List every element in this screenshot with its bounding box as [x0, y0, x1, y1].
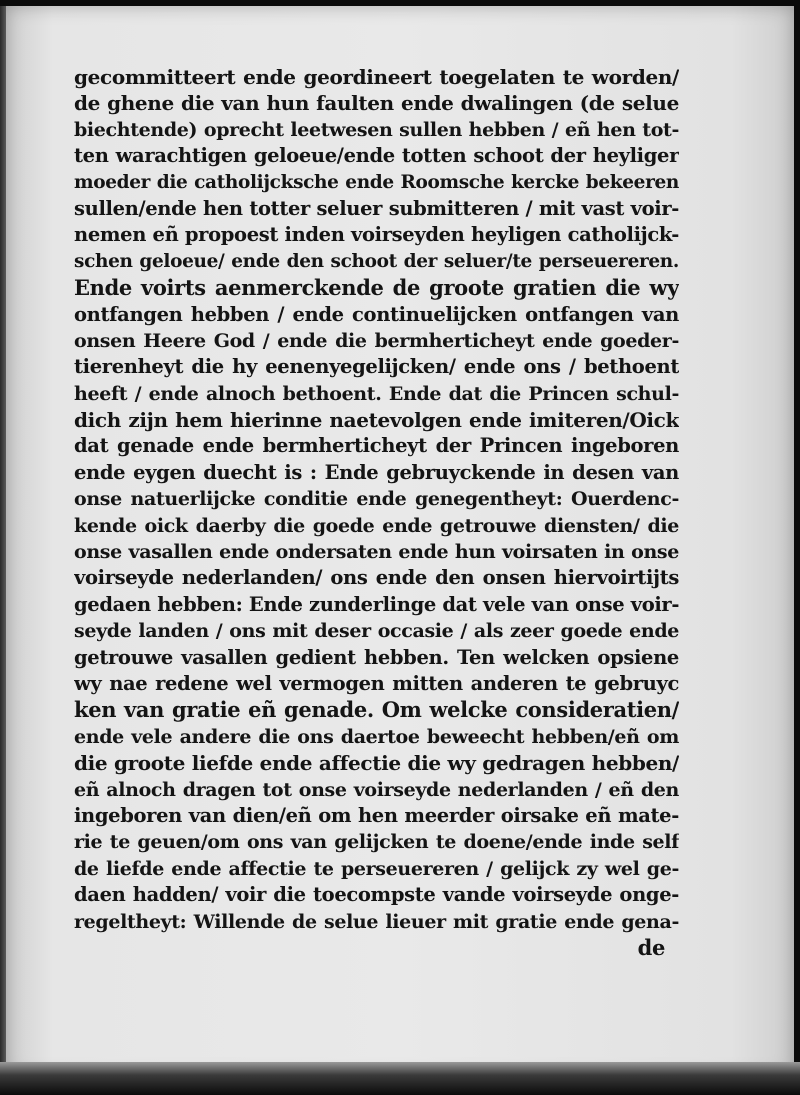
text-line: onse natuerlijcke conditie ende genegentheyt: Ouerdenc-: [74, 488, 679, 511]
text-line: ingeboren van dien/eñ om hen meerder oirsake eñ mate-: [74, 803, 679, 827]
text-line: wy nae redene wel vermogen mitten anderen te gebruyc: [74, 671, 679, 695]
text-line: eñ alnoch dragen tot onse voirseyde nederlanden / eñ den: [74, 778, 679, 801]
text-line: ken van gratie eñ genade. Om welcke consideratien/: [74, 697, 679, 723]
text-line: heeft / ende alnoch bethoent. Ende dat die Princen schul-: [74, 382, 679, 405]
text-line: ten warachtigen geloeue/ende totten schoot der heyliger: [74, 144, 679, 168]
text-line: voirseyde nederlanden/ ons ende den onsen hiervoirtijts: [74, 566, 679, 590]
text-line: sullen/ende hen totter seluer submitteren / mit vast voir-: [74, 196, 679, 220]
text-line: ende eygen duecht is : Ende gebruyckende in desen van: [74, 460, 679, 484]
page-bottom-shadow: [0, 1062, 800, 1095]
text-line: gedaen hebben: Ende zunderlinge dat vele van onse voir-: [74, 592, 679, 616]
text-line: onse vasallen ende ondersaten ende hun voirsaten in onse: [74, 541, 679, 564]
text-line: seyde landen / ons mit deser occasie / als zeer goede ende: [74, 620, 679, 643]
text-line: nemen eñ propoest inden voirseyden heyligen catholijck-: [74, 223, 679, 247]
text-line: de liefde ende affectie te perseuereren / gelijck zy wel ge-: [74, 857, 679, 880]
text-line: daen hadden/ voir die toecompste vande voirseyde onge-: [74, 883, 679, 907]
paper-page: [6, 6, 794, 1076]
text-line: die groote liefde ende affectie die wy gedragen hebben/: [74, 751, 679, 776]
text-line: gecommitteert ende geordineert toegelaten te worden/: [74, 65, 679, 89]
text-line: kende oick daerby die goede ende getrouwe diensten/ die: [74, 514, 679, 537]
text-line: getrouwe vasallen gedient hebben. Ten welcken opsiene: [74, 645, 679, 669]
printed-text-block: [74, 64, 679, 961]
text-line: biechtende) oprecht leetwesen sullen hebben / eñ hen tot-: [74, 118, 679, 141]
text-line: dat genade ende bermherticheyt der Princen ingeboren: [74, 434, 679, 458]
text-line: dich zijn hem hierinne naetevolgen ende imiteren/Oick: [74, 408, 679, 433]
text-line: rie te geuen/om ons van gelijcken te doene/ende inde self: [74, 831, 679, 854]
text-line: regeltheyt: Willende de selue lieuer mit gratie ende gena-: [74, 910, 679, 933]
text-line: tierenheyt die hy eenenyegelijcken/ ende ons / bethoent: [74, 355, 679, 379]
text-line: de ghene die van hun faulten ende dwalingen (de selue: [74, 91, 679, 116]
catchword: de: [637, 934, 665, 960]
text-line: ontfangen hebben / ende continuelijcken ontfangen van: [74, 302, 679, 326]
text-line: ende vele andere die ons daertoe beweecht hebben/eñ om: [74, 725, 679, 748]
text-line: Ende voirts aenmerckende de groote gratien die wy: [74, 275, 679, 301]
text-line: moeder die catholijcksche ende Roomsche kercke bekeeren: [74, 171, 679, 193]
text-line: onsen Heere God / ende die bermherticheyt ende goeder-: [74, 329, 679, 352]
text-line: schen geloeue/ ende den schoot der seluer/te perseuereren.: [74, 250, 679, 272]
